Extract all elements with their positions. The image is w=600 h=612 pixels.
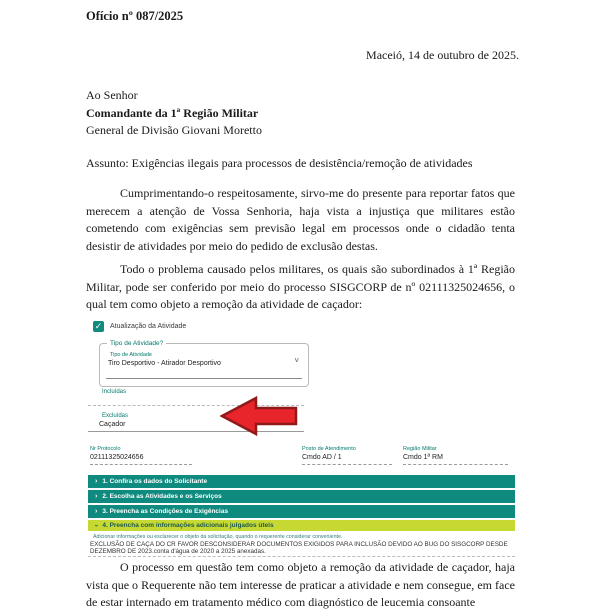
atualizacao-atividade-checkbox[interactable] bbox=[93, 321, 104, 332]
select-underline bbox=[106, 378, 302, 379]
regiao-militar-label: Região Militar bbox=[403, 446, 437, 452]
posto-atendimento-value[interactable]: Cmdo AD / 1 bbox=[302, 454, 342, 461]
atualizacao-atividade-checkbox-label: Atualização da Atividade bbox=[110, 323, 187, 330]
chevron-down-icon[interactable]: ˅ bbox=[294, 356, 299, 365]
paragraph-3: O processo em questão tem como objeto a remoção da atividade de caçador, haja vista que o Requerente não tem interesse de praticar a atividade e nem consegue, em face de estar internado em tratamento médico com diagnóstico de leucemia consoante bbox=[86, 560, 515, 610]
letter-reference: Ofício nº 087/2025 bbox=[86, 9, 184, 23]
nr-protocolo-label: Nr Protocolo bbox=[90, 446, 121, 452]
accordion-step-1[interactable] bbox=[88, 475, 515, 488]
tipo-atividade-legend: Tipo de Atividade? bbox=[110, 340, 164, 347]
chevron-down-icon: › bbox=[92, 524, 100, 527]
nr-protocolo-underline bbox=[90, 464, 192, 465]
nr-protocolo-value[interactable]: 02111325024656 bbox=[90, 454, 144, 461]
chevron-right-icon: › bbox=[95, 508, 98, 515]
tipo-atividade-select-label: Tipo de Atividade bbox=[110, 352, 152, 358]
check-icon: ✓ bbox=[94, 321, 103, 331]
regiao-militar-underline bbox=[403, 464, 508, 465]
excluidas-label: Excluídas bbox=[102, 413, 129, 419]
accordion-step-2-label: 2. Escolha as Atividades e os Serviços bbox=[102, 493, 222, 500]
chevron-right-icon: › bbox=[95, 493, 98, 500]
recipient-block bbox=[86, 87, 262, 140]
accordion-step-4[interactable] bbox=[88, 520, 515, 531]
red-arrow-annotation-icon bbox=[220, 395, 298, 437]
sisgcorp-form-screenshot bbox=[86, 318, 516, 558]
accordion-step-3-label: 3. Preencha as Condições de Exigências bbox=[102, 508, 229, 515]
paragraph-1: Cumprimentando-o respeitosamente, sirvo-me do presente para reportar fatos que merecem a atenção de Vossa Senhoria, haja vista a injustiça que militares estão cometendo com exigências sem previsão legal em processos onde o cidadão tenta desistir de atividades por meio do pedido de exclusão destas. bbox=[86, 186, 515, 253]
tipo-atividade-select[interactable]: Tiro Desportivo - Atirador Desportivo bbox=[108, 360, 221, 367]
accordion-step-2[interactable] bbox=[88, 490, 515, 503]
subject-line: Assunto: Exigências ilegais para processos de desistência/remoção de atividades bbox=[86, 156, 473, 170]
recipient-salutation: Ao Senhor bbox=[86, 88, 138, 102]
posto-atendimento-underline bbox=[302, 464, 392, 465]
accordion-step-3[interactable] bbox=[88, 505, 515, 518]
additional-info-underline bbox=[88, 556, 515, 557]
chevron-right-icon: › bbox=[95, 478, 98, 485]
recipient-name: General de Divisão Giovani Moretto bbox=[86, 123, 262, 137]
excluidas-value[interactable]: Caçador bbox=[99, 421, 126, 428]
additional-info-hint: Adicionar informações ou esclarecer o objeto da solicitação, quando o requerente considerar conveniente. bbox=[93, 534, 343, 540]
posto-atendimento-label: Posto de Atendimento bbox=[302, 446, 356, 452]
tipo-atividade-fieldset bbox=[99, 340, 309, 387]
letter-date: Maceió, 14 de outubro de 2025. bbox=[366, 48, 519, 62]
accordion-step-1-label: 1. Confira os dados do Solicitante bbox=[102, 478, 208, 485]
paragraph-2: Todo o problema causado pelos militares, os quais são subordinados à 1ª Região Militar, pode ser conferido por meio do processo SISGCORP de nº 02111325024656, o qual tem como objeto a remoção da atividade de caçador: bbox=[86, 262, 515, 312]
additional-info-text[interactable]: EXCLUSÃO DE CAÇA DO CR FAVOR DESCONSIDERAR DOCUMENTOS EXIGIDOS PARA INCLUSÃO DEVIDO AO BUG DO SISGCORP DESDE DEZEMBRO DE 2023.conta d'água de 2020 a 2025 anexadas. bbox=[90, 541, 508, 556]
regiao-militar-value[interactable]: Cmdo 1ª RM bbox=[403, 454, 443, 461]
incluidas-label: Incluídas bbox=[102, 389, 127, 395]
recipient-title: Comandante da 1ª Região Militar bbox=[86, 105, 259, 120]
accordion-step-4-label: 4. Preencha com informações adicionais julgados úteis bbox=[102, 522, 274, 529]
